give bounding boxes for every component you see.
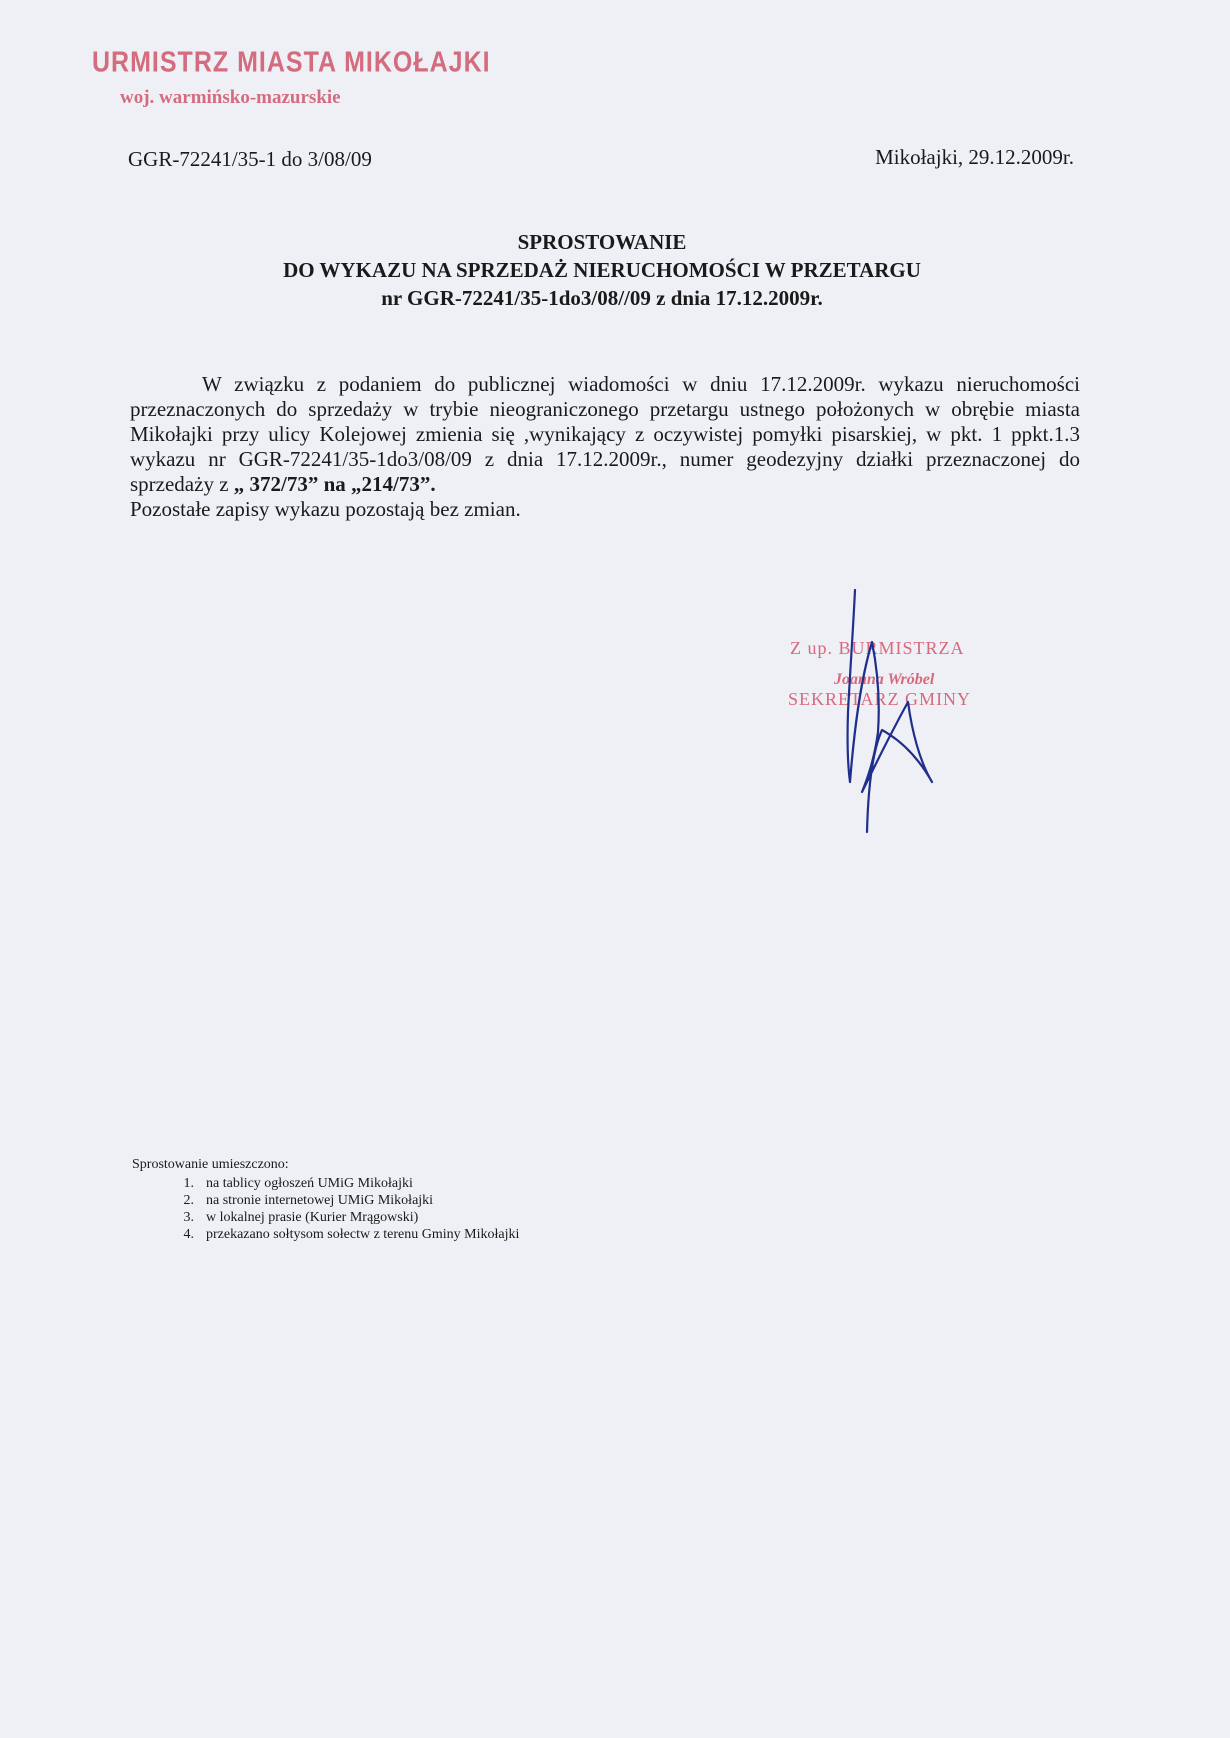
distribution-notes bbox=[132, 1156, 519, 1243]
stamp-signatory-role: SEKRETARZ GMINY bbox=[788, 689, 972, 709]
office-stamp bbox=[92, 46, 491, 109]
list-item: 4. przekazano sołtysom sołectw z terenu Gminy Mikołajki bbox=[183, 1227, 520, 1242]
document-title bbox=[128, 228, 1076, 312]
stamp-office-name: URMISTRZ MIASTA MIKOŁAJKI bbox=[92, 46, 491, 79]
closing-sentence: Pozostałe zapisy wykazu pozostają bez zmian. bbox=[130, 497, 521, 521]
list-item: 1. na tablicy ogłoszeń UMiG Mikołajki bbox=[183, 1176, 413, 1191]
title-line-1: SPROSTOWANIE bbox=[517, 230, 687, 254]
title-line-2: DO WYKAZU NA SPRZEDAŻ NIERUCHOMOŚCI W PRZETARGU bbox=[283, 258, 921, 282]
document-body bbox=[130, 372, 1080, 522]
stamp-voivodeship: woj. warmińsko-mazurskie bbox=[120, 87, 341, 108]
list-item: 2. na stronie internetowej UMiG Mikołajki bbox=[183, 1193, 434, 1208]
paragraph-text: W związku z podaniem do publicznej wiadomości w dniu 17.12.2009r. wykazu nieruchomości przeznaczonych do sprzedaży w trybie nieograniczonego przetargu ustnego położonych w obrębie miasta Mikołajki przy ulicy Kolejowej zmienia się ,wynikający z oczywistej pomyłki pisarskiej, w pkt. 1 ppkt.1.3 wykazu nr GGR-72241/35-1do3/08/09 z dnia 17.12.2009r., numer geodezyjny działki przeznaczonej do sprzedaży z bbox=[130, 372, 1080, 496]
list-item: 3. w lokalnej prasie (Kurier Mrągowski) bbox=[183, 1210, 419, 1225]
main-paragraph bbox=[130, 372, 1080, 497]
distribution-intro: Sprostowanie umieszczono: bbox=[132, 1157, 289, 1172]
stamp-on-behalf: Z up. BURMISTRZA bbox=[790, 638, 965, 658]
place-and-date: Mikołajki, 29.12.2009r. bbox=[875, 145, 1074, 169]
title-line-3: nr GGR-72241/35-1do3/08//09 z dnia 17.12.2009r. bbox=[381, 286, 823, 310]
stamp-signatory-name: Joanna Wróbel bbox=[834, 671, 935, 688]
paragraph-bold-numbers: „ 372/73” na „214/73”. bbox=[233, 472, 436, 496]
reference-number: GGR-72241/35-1 do 3/08/09 bbox=[128, 147, 372, 171]
distribution-list bbox=[132, 1175, 519, 1243]
handwritten-signature bbox=[820, 582, 940, 842]
